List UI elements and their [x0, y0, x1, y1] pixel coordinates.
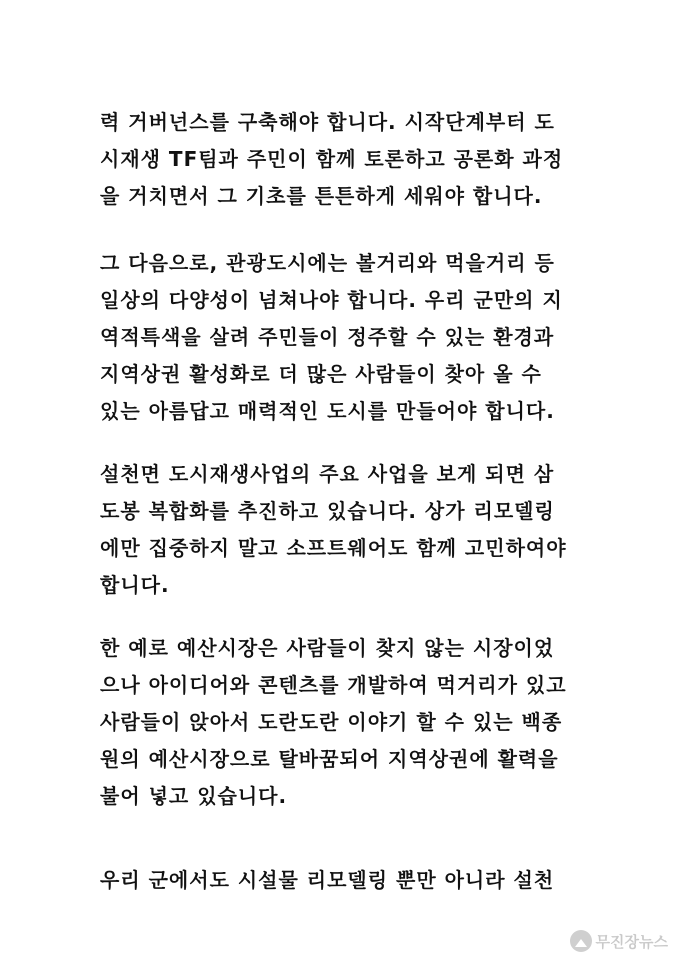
watermark: [570, 930, 668, 952]
text-line: 지역상권 활성화로 더 많은 사람들이 찾아 올 수: [100, 362, 542, 386]
text-line: 력 거버넌스를 구축해야 합니다. 시작단계부터 도: [100, 110, 555, 134]
paragraph-2: [100, 245, 600, 430]
text-line: 불어 넣고 있습니다.: [100, 784, 288, 808]
mountain-logo-icon: [570, 930, 592, 952]
text-line: 시재생 TF팀과 주민이 함께 토론하고 공론화 과정: [100, 147, 564, 171]
text-line: 에만 집중하지 말고 소프트웨어도 함께 고민하여야: [100, 536, 567, 560]
text-line: 일상의 다양성이 넘쳐나야 합니다. 우리 군만의 지: [100, 288, 563, 312]
text-line: 한 예로 예산시장은 사람들이 찾지 않는 시장이었: [100, 636, 555, 660]
text-line: 설천면 도시재생사업의 주요 사업을 보게 되면 삼: [100, 462, 555, 486]
text-line: 도봉 복합화를 추진하고 있습니다. 상가 리모델링: [100, 499, 555, 523]
paragraph-5: [100, 862, 600, 899]
text-line: 원의 예산시장으로 탈바꿈되어 지역상권에 활력을: [100, 747, 559, 771]
paragraph-4: [100, 630, 600, 815]
text-line: 을 거치면서 그 기초를 튼튼하게 세워야 합니다.: [100, 184, 543, 208]
paragraph-3: [100, 456, 600, 604]
paragraph-1: [100, 104, 600, 215]
text-line: 으나 아이디어와 콘텐츠를 개발하여 먹거리가 있고: [100, 673, 567, 697]
text-line: 있는 아름답고 매력적인 도시를 만들어야 합니다.: [100, 399, 555, 423]
watermark-text: 무진장뉴스: [595, 932, 668, 951]
text-line: 그 다음으로, 관광도시에는 볼거리와 먹을거리 등: [100, 251, 555, 275]
text-line: 우리 군에서도 시설물 리모델링 뿐만 아니라 설천: [100, 868, 555, 892]
text-line: 사람들이 앉아서 도란도란 이야기 할 수 있는 백종: [100, 710, 563, 734]
text-line: 합니다.: [100, 573, 170, 597]
text-line: 역적특색을 살려 주민들이 정주할 수 있는 환경과: [100, 325, 555, 349]
